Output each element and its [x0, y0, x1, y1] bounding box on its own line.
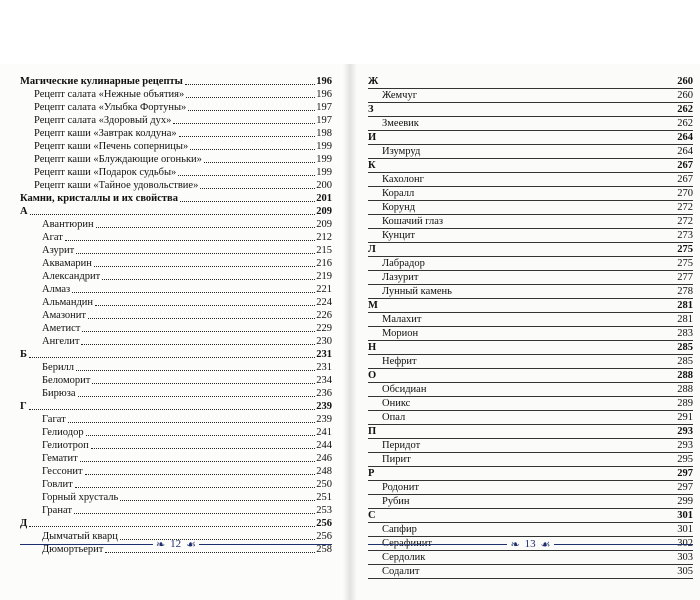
- toc-page-number: 301: [677, 524, 693, 535]
- toc-page-number: 264: [677, 146, 693, 157]
- toc-page-number: 236: [316, 388, 332, 399]
- toc-entry-row: [20, 504, 332, 517]
- toc-page-number: 199: [316, 154, 332, 165]
- toc-entry-row: [20, 335, 332, 348]
- dot-leader: [417, 210, 676, 211]
- toc-page-number: 246: [316, 453, 332, 464]
- toc-entry-row: [20, 452, 332, 465]
- toc-page-number: 260: [677, 76, 693, 87]
- toc-entry-title: Б: [20, 349, 27, 360]
- toc-entry-row: [368, 495, 693, 509]
- toc-page-number: 209: [316, 219, 332, 230]
- toc-entry-title: Рецепт каши «Завтрак колдуна»: [34, 128, 177, 139]
- toc-page-number: 201: [316, 193, 332, 204]
- toc-entry-row: [368, 271, 693, 285]
- toc-entry-title: Гелиотроп: [42, 440, 89, 451]
- toc-section-row: [368, 75, 693, 89]
- toc-entry-row: [20, 179, 332, 192]
- dot-leader: [96, 227, 316, 228]
- toc-page-number: 230: [316, 336, 332, 347]
- toc-entry-title: Бирюза: [42, 388, 76, 399]
- toc-page-number: 288: [677, 384, 693, 395]
- toc-page-number: 251: [316, 492, 332, 503]
- toc-section-row: [20, 348, 332, 361]
- toc-entry-row: [20, 166, 332, 179]
- dot-leader: [422, 154, 676, 155]
- toc-entry-row: [368, 397, 693, 411]
- toc-entry-title: Перидот: [382, 440, 421, 451]
- toc-page-number: 221: [316, 284, 332, 295]
- toc-page-number: 288: [677, 370, 693, 381]
- dot-leader: [454, 294, 676, 295]
- toc-entry-title: Дымчатый кварц: [42, 531, 118, 542]
- toc-page-number: 219: [316, 271, 332, 282]
- toc-entry-title: Рецепт салата «Улыбка Фортуны»: [34, 102, 187, 113]
- dot-leader: [178, 175, 315, 176]
- toc-entry-title: Аметист: [42, 323, 81, 334]
- toc-entry-title: Лабрадор: [382, 258, 425, 269]
- toc-entry-title: Рецепт каши «Подарок судьбы»: [34, 167, 177, 178]
- dot-leader: [378, 140, 676, 141]
- dot-leader: [29, 526, 315, 527]
- toc-page-number: 253: [316, 505, 332, 516]
- footer-rule: [554, 544, 693, 545]
- toc-entry-title: Опал: [382, 412, 406, 423]
- dot-leader: [29, 357, 315, 358]
- toc-entry-row: [20, 257, 332, 270]
- dot-leader: [88, 318, 315, 319]
- toc-page-number: 239: [316, 401, 332, 412]
- toc-section-row: [368, 341, 693, 355]
- toc-page-number: 299: [677, 496, 693, 507]
- toc-entry-row: [368, 257, 693, 271]
- toc-entry-title: Магические кулинарные рецепты: [20, 76, 183, 87]
- dot-leader: [91, 448, 316, 449]
- dot-leader: [412, 406, 676, 407]
- toc-entry-title: Д: [20, 518, 28, 529]
- dot-leader: [420, 336, 676, 337]
- toc-page-number: 196: [316, 76, 332, 87]
- right-table-of-contents: [368, 75, 693, 579]
- left-page-footer: [20, 534, 332, 554]
- toc-entry-row: [20, 127, 332, 140]
- toc-entry-row: [20, 387, 332, 400]
- toc-page-number: 267: [677, 174, 693, 185]
- toc-entry-row: [368, 285, 693, 299]
- toc-entry-row: [20, 270, 332, 283]
- dot-leader: [78, 396, 316, 397]
- dot-leader: [416, 196, 676, 197]
- dot-leader: [204, 162, 315, 163]
- toc-page-number: 215: [316, 245, 332, 256]
- toc-entry-row: [368, 173, 693, 187]
- toc-entry-row: [20, 465, 332, 478]
- toc-page-number: 283: [677, 328, 693, 339]
- toc-page-number: 278: [677, 286, 693, 297]
- toc-entry-title: А: [20, 206, 28, 217]
- dot-leader: [419, 98, 676, 99]
- toc-entry-row: [20, 413, 332, 426]
- toc-entry-title: Рецепт салата «Здоровый дух»: [34, 115, 172, 126]
- dot-leader: [200, 188, 315, 189]
- dot-leader: [30, 214, 316, 215]
- toc-page-number: 262: [677, 118, 693, 129]
- ornament-icon: ❧: [155, 538, 166, 551]
- toc-entry-title: Обсидиан: [382, 384, 427, 395]
- toc-entry-row: [368, 481, 693, 495]
- toc-entry-title: К: [368, 160, 376, 171]
- dot-leader: [378, 168, 677, 169]
- toc-entry-row: [20, 322, 332, 335]
- toc-entry-row: [368, 145, 693, 159]
- dot-leader: [376, 476, 676, 477]
- toc-section-row: [368, 159, 693, 173]
- toc-entry-title: Коралл: [382, 188, 415, 199]
- toc-entry-title: Серафинит: [382, 538, 432, 549]
- toc-entry-row: [368, 327, 693, 341]
- dot-leader: [378, 252, 676, 253]
- dot-leader: [421, 490, 676, 491]
- toc-page-number: 267: [677, 160, 693, 171]
- toc-page-number: 244: [316, 440, 332, 451]
- toc-section-row: [20, 517, 332, 530]
- dot-leader: [421, 126, 676, 127]
- toc-page-number: 209: [316, 206, 332, 217]
- toc-entry-row: [20, 140, 332, 153]
- dot-leader: [378, 518, 677, 519]
- dot-leader: [419, 364, 677, 365]
- toc-section-row: [368, 467, 693, 481]
- dot-leader: [80, 461, 316, 462]
- toc-entry-row: [368, 383, 693, 397]
- dot-leader: [76, 253, 315, 254]
- toc-section-row: [368, 103, 693, 117]
- toc-page-number: 277: [677, 272, 693, 283]
- toc-page-number: 293: [677, 440, 693, 451]
- toc-entry-row: [20, 101, 332, 114]
- dot-leader: [407, 420, 676, 421]
- toc-entry-title: Авантюрин: [42, 219, 94, 230]
- dot-leader: [445, 224, 676, 225]
- toc-page-number: 285: [677, 356, 693, 367]
- toc-page-number: 241: [316, 427, 332, 438]
- dot-leader: [120, 500, 315, 501]
- toc-entry-row: [368, 187, 693, 201]
- dot-leader: [188, 110, 315, 111]
- ornament-icon: ❧: [510, 538, 520, 551]
- dot-leader: [419, 532, 676, 533]
- toc-page-number: 301: [677, 510, 693, 521]
- toc-entry-title: Берилл: [42, 362, 75, 373]
- toc-section-row: [368, 243, 693, 257]
- toc-entry-title: Азурит: [42, 245, 75, 256]
- toc-entry-title: Ангелит: [42, 336, 80, 347]
- left-table-of-contents: [20, 75, 332, 556]
- dot-leader: [378, 350, 676, 351]
- toc-page-number: 260: [677, 90, 693, 101]
- toc-entry-title: Кунцит: [382, 230, 415, 241]
- toc-entry-title: Малахит: [382, 314, 422, 325]
- dot-leader: [422, 574, 677, 575]
- toc-entry-title: Корунд: [382, 202, 416, 213]
- toc-section-row: [20, 400, 332, 413]
- toc-entry-row: [368, 229, 693, 243]
- toc-entry-title: Дюмортьерит: [42, 544, 104, 555]
- toc-entry-row: [368, 411, 693, 425]
- toc-page-number: 303: [677, 552, 693, 563]
- toc-page-number: 231: [316, 349, 332, 360]
- toc-entry-title: Ж: [368, 76, 379, 87]
- toc-section-row: [20, 75, 332, 88]
- dot-leader: [75, 487, 316, 488]
- dot-leader: [426, 182, 676, 183]
- toc-entry-title: Г: [20, 401, 27, 412]
- toc-section-row: [20, 205, 332, 218]
- toc-section-row: [368, 369, 693, 383]
- toc-page-number: 229: [316, 323, 332, 334]
- toc-page-number: 297: [677, 468, 693, 479]
- dot-leader: [74, 513, 315, 514]
- toc-page-number: 262: [677, 104, 693, 115]
- toc-page-number: 256: [316, 531, 332, 542]
- toc-page-number: 216: [316, 258, 332, 269]
- dot-leader: [412, 504, 677, 505]
- toc-entry-title: Жемчуг: [382, 90, 418, 101]
- toc-entry-title: Рецепт каши «Печень соперницы»: [34, 141, 189, 152]
- toc-entry-title: Змеевик: [382, 118, 419, 129]
- toc-entry-title: Кошачий глаз: [382, 216, 444, 227]
- toc-entry-title: Александрит: [42, 271, 101, 282]
- toc-entry-title: Морион: [382, 328, 419, 339]
- toc-page-number: 248: [316, 466, 332, 477]
- toc-entry-title: Гелиодор: [42, 427, 84, 438]
- book-gutter: [343, 64, 357, 600]
- toc-entry-title: О: [368, 370, 377, 381]
- toc-entry-title: С: [368, 510, 376, 521]
- dot-leader: [376, 112, 677, 113]
- toc-section-row: [368, 299, 693, 313]
- toc-entry-row: [368, 89, 693, 103]
- dot-leader: [427, 266, 676, 267]
- toc-entry-row: [20, 153, 332, 166]
- footer-rule: [20, 544, 153, 545]
- toc-page-number: 234: [316, 375, 332, 386]
- dot-leader: [417, 238, 676, 239]
- toc-entry-row: [20, 439, 332, 452]
- page-number: 12: [170, 538, 182, 550]
- dot-leader: [427, 560, 676, 561]
- toc-section-row: [368, 131, 693, 145]
- toc-entry-row: [20, 374, 332, 387]
- dot-leader: [29, 409, 316, 410]
- toc-section-row: [20, 192, 332, 205]
- dot-leader: [173, 123, 315, 124]
- toc-entry-title: Рубин: [382, 496, 410, 507]
- toc-page-number: 199: [316, 167, 332, 178]
- dot-leader: [378, 434, 676, 435]
- toc-page-number: 226: [316, 310, 332, 321]
- dot-leader: [82, 331, 315, 332]
- toc-entry-title: Л: [368, 244, 376, 255]
- toc-page-number: 196: [316, 89, 332, 100]
- toc-section-row: [368, 425, 693, 439]
- toc-entry-title: Лазурит: [382, 272, 419, 283]
- dot-leader: [190, 149, 315, 150]
- dot-leader: [72, 292, 315, 293]
- toc-entry-row: [20, 296, 332, 309]
- toc-entry-title: Родонит: [382, 482, 419, 493]
- toc-page-number: 258: [316, 544, 332, 555]
- toc-page-number: 291: [677, 412, 693, 423]
- dot-leader: [380, 84, 676, 85]
- footer-rule: [199, 544, 332, 545]
- dot-leader: [92, 383, 315, 384]
- toc-entry-row: [20, 426, 332, 439]
- toc-page-number: 212: [316, 232, 332, 243]
- page-number: 13: [524, 538, 536, 550]
- toc-entry-row: [368, 453, 693, 467]
- toc-entry-title: И: [368, 132, 377, 143]
- toc-entry-row: [368, 117, 693, 131]
- toc-entry-row: [20, 244, 332, 257]
- toc-entry-row: [368, 565, 693, 579]
- toc-page-number: 231: [316, 362, 332, 373]
- toc-page-number: 281: [677, 314, 693, 325]
- footer-rule: [368, 544, 507, 545]
- dot-leader: [180, 201, 315, 202]
- ornament-icon: ☙: [540, 538, 551, 551]
- toc-page-number: 297: [677, 482, 693, 493]
- toc-page-number: 256: [316, 518, 332, 529]
- toc-entry-row: [368, 313, 693, 327]
- dot-leader: [94, 266, 315, 267]
- toc-entry-row: [368, 355, 693, 369]
- toc-page-number: 302: [677, 538, 693, 549]
- toc-entry-title: Содалит: [382, 566, 420, 577]
- dot-leader: [420, 280, 676, 281]
- toc-entry-row: [20, 218, 332, 231]
- toc-entry-title: Амазонит: [42, 310, 86, 321]
- toc-page-number: 199: [316, 141, 332, 152]
- dot-leader: [428, 392, 676, 393]
- toc-entry-title: Гессонит: [42, 466, 83, 477]
- toc-page-number: 281: [677, 300, 693, 311]
- dot-leader: [423, 322, 676, 323]
- toc-entry-title: Рецепт салата «Нежные объятия»: [34, 89, 185, 100]
- dot-leader: [185, 84, 315, 85]
- toc-entry-row: [20, 88, 332, 101]
- toc-page-number: 239: [316, 414, 332, 425]
- toc-page-number: 197: [316, 115, 332, 126]
- toc-page-number: 273: [677, 230, 693, 241]
- toc-section-row: [368, 509, 693, 523]
- dot-leader: [86, 435, 316, 436]
- toc-entry-row: [20, 361, 332, 374]
- toc-page-number: 198: [316, 128, 332, 139]
- dot-leader: [378, 378, 676, 379]
- toc-entry-title: Лунный камень: [382, 286, 452, 297]
- dot-leader: [380, 308, 676, 309]
- toc-page-number: 285: [677, 342, 693, 353]
- toc-entry-title: Камни, кристаллы и их свойства: [20, 193, 178, 204]
- toc-page-number: 289: [677, 398, 693, 409]
- toc-entry-title: Гематит: [42, 453, 78, 464]
- toc-entry-title: Гранат: [42, 505, 72, 516]
- ornament-icon: ☙: [186, 538, 197, 551]
- dot-leader: [95, 305, 315, 306]
- dot-leader: [81, 344, 315, 345]
- toc-entry-row: [20, 478, 332, 491]
- dot-leader: [85, 474, 316, 475]
- dot-leader: [68, 422, 315, 423]
- toc-entry-title: З: [368, 104, 374, 115]
- toc-entry-row: [368, 201, 693, 215]
- toc-entry-title: Нефрит: [382, 356, 417, 367]
- toc-entry-title: Беломорит: [42, 375, 91, 386]
- toc-page-number: 275: [677, 258, 693, 269]
- toc-entry-row: [20, 114, 332, 127]
- toc-page-number: 305: [677, 566, 693, 577]
- toc-entry-title: Альмандин: [42, 297, 94, 308]
- toc-entry-title: Аквамарин: [42, 258, 92, 269]
- toc-entry-title: Изумруд: [382, 146, 421, 157]
- toc-entry-title: Р: [368, 468, 375, 479]
- toc-page-number: 295: [677, 454, 693, 465]
- toc-entry-title: П: [368, 426, 377, 437]
- toc-entry-title: М: [368, 300, 378, 311]
- toc-page-number: 275: [677, 244, 693, 255]
- toc-entry-title: Горный хрусталь: [42, 492, 119, 503]
- toc-entry-title: Н: [368, 342, 377, 353]
- dot-leader: [413, 462, 677, 463]
- toc-entry-title: Агат: [42, 232, 63, 243]
- toc-entry-title: Гагат: [42, 414, 66, 425]
- toc-entry-title: Алмаз: [42, 284, 71, 295]
- right-page-footer: [368, 534, 693, 554]
- toc-entry-title: Рецепт каши «Блуждающие огоньки»: [34, 154, 202, 165]
- toc-entry-row: [20, 283, 332, 296]
- toc-entry-title: Рецепт каши «Тайное удовольствие»: [34, 180, 199, 191]
- toc-entry-title: Оникс: [382, 398, 411, 409]
- dot-leader: [65, 240, 315, 241]
- dot-leader: [422, 448, 676, 449]
- toc-page-number: 200: [316, 180, 332, 191]
- toc-entry-title: Сердолик: [382, 552, 426, 563]
- toc-entry-title: Сапфир: [382, 524, 417, 535]
- toc-entry-title: Кахолонг: [382, 174, 424, 185]
- toc-entry-row: [20, 231, 332, 244]
- toc-entry-row: [20, 491, 332, 504]
- toc-page-number: 272: [677, 216, 693, 227]
- dot-leader: [186, 97, 315, 98]
- toc-entry-title: Пирит: [382, 454, 411, 465]
- toc-entry-row: [368, 215, 693, 229]
- toc-page-number: 264: [677, 132, 693, 143]
- toc-page-number: 293: [677, 426, 693, 437]
- toc-page-number: 224: [316, 297, 332, 308]
- toc-page-number: 272: [677, 202, 693, 213]
- toc-page-number: 197: [316, 102, 332, 113]
- toc-entry-row: [20, 309, 332, 322]
- dot-leader: [102, 279, 315, 280]
- toc-page-number: 270: [677, 188, 693, 199]
- toc-entry-row: [368, 439, 693, 453]
- dot-leader: [76, 370, 315, 371]
- toc-page-number: 250: [316, 479, 332, 490]
- toc-entry-title: Говлит: [42, 479, 73, 490]
- dot-leader: [179, 136, 316, 137]
